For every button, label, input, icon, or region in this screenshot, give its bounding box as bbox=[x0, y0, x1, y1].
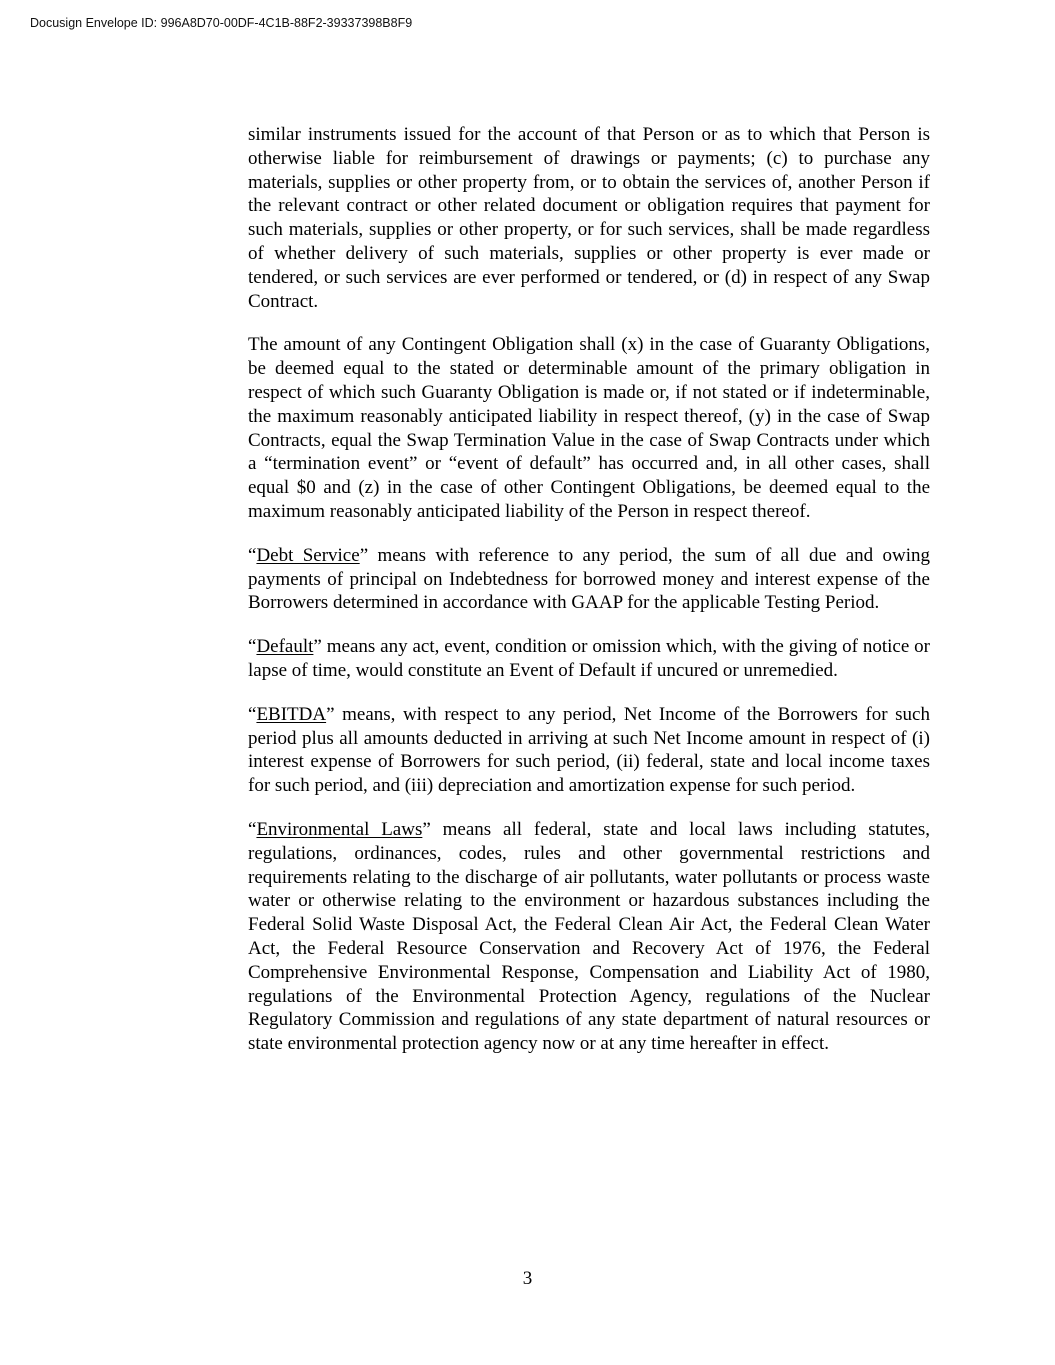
definition-text: ” means, with respect to any period, Net Income of the Borrowers for such period plus all amounts deducted in arriving at such Net Income amount in respect of (i) interest expense of Borrowers for such period, (ii) federal, state and local income taxes for such period, and (iii) depreciation and amortization expense for such period. bbox=[248, 703, 930, 797]
defined-term-default: Default bbox=[256, 636, 314, 658]
definition-debt-service bbox=[248, 544, 930, 615]
open-quote: “ bbox=[248, 636, 257, 658]
definition-text: ” means with reference to any period, the sum of all due and owing payments of principal on Indebtedness for borrowed money and interest expense of the Borrowers determined in accordance with GAAP for the applicable Testing Period. bbox=[248, 544, 931, 614]
document-body bbox=[248, 123, 930, 1076]
definition-text: ” means all federal, state and local laws including statutes, regulations, ordinances, codes, rules and other governmental restrictions and requirements relating to the discharge of air pollutants, water pollutants or process waste water or otherwise relating to the environment or hazardous substances including the Federal Solid Waste Disposal Act, the Federal Clean Air Act, the Federal Clean Water Act, the Federal Resource Conservation and Recovery Act of 1976, the Federal Comprehensive Environmental Response, Compensation and Liability Act of 1980, regulations of the Environmental Protection Agency, regulations of the Nuclear Regulatory Commission and regulations of any state department of natural resources or state environmental protection agency now or at any time hereafter in effect. bbox=[248, 818, 930, 1055]
definition-text: ” means any act, event, condition or omission which, with the giving of notice or lapse of time, would constitute an Event of Default if uncured or unremedied. bbox=[248, 636, 930, 681]
open-quote: “ bbox=[248, 544, 257, 566]
definition-ebitda bbox=[248, 703, 930, 798]
page-number: 3 bbox=[522, 1268, 533, 1289]
definition-environmental-laws bbox=[248, 818, 930, 1056]
paragraph-continuation: similar instruments issued for the account of that Person or as to which that Person is otherwise liable for reimbursement of drawings or payments; (c) to purchase any materials, supplies or other property from, or to obtain the services of, another Person if the relevant contract or other related document or obligation requires that payment for such materials, supplies or other property, or for such services, shall be made regardless of whether delivery of such materials, supplies or other property is ever made or tendered, or such services are ever performed or tendered, or (d) in respect of any Swap Contract. bbox=[248, 124, 930, 312]
open-quote: “ bbox=[248, 818, 257, 840]
definition-default bbox=[248, 635, 930, 683]
defined-term-ebitda: EBITDA bbox=[256, 703, 327, 725]
paragraph-contingent-obligation-amount: The amount of any Contingent Obligation shall (x) in the case of Guaranty Obligations, be deemed equal to the stated or determinable amount of the primary obligation in respect of which such Guaranty Obligation is made or, if not stated or if indeterminable, the maximum reasonably anticipated liability in respect thereof, (y) in the case of Swap Contracts, equal the Swap Termination Value in the case of Swap Contracts under which a “termination event” or “event of default” has occurred and, in all other cases, shall equal $0 and (z) in the case of other Contingent Obligations, be deemed equal to the maximum reasonably anticipated liability of the Person in respect thereof. bbox=[248, 334, 930, 522]
open-quote: “ bbox=[248, 703, 257, 725]
docusign-envelope-id: Docusign Envelope ID: 996A8D70-00DF-4C1B-88F2-39337398B8F9 bbox=[30, 16, 413, 30]
defined-term-debt-service: Debt Service bbox=[256, 544, 360, 566]
defined-term-environmental-laws: Environmental Laws bbox=[256, 818, 423, 840]
